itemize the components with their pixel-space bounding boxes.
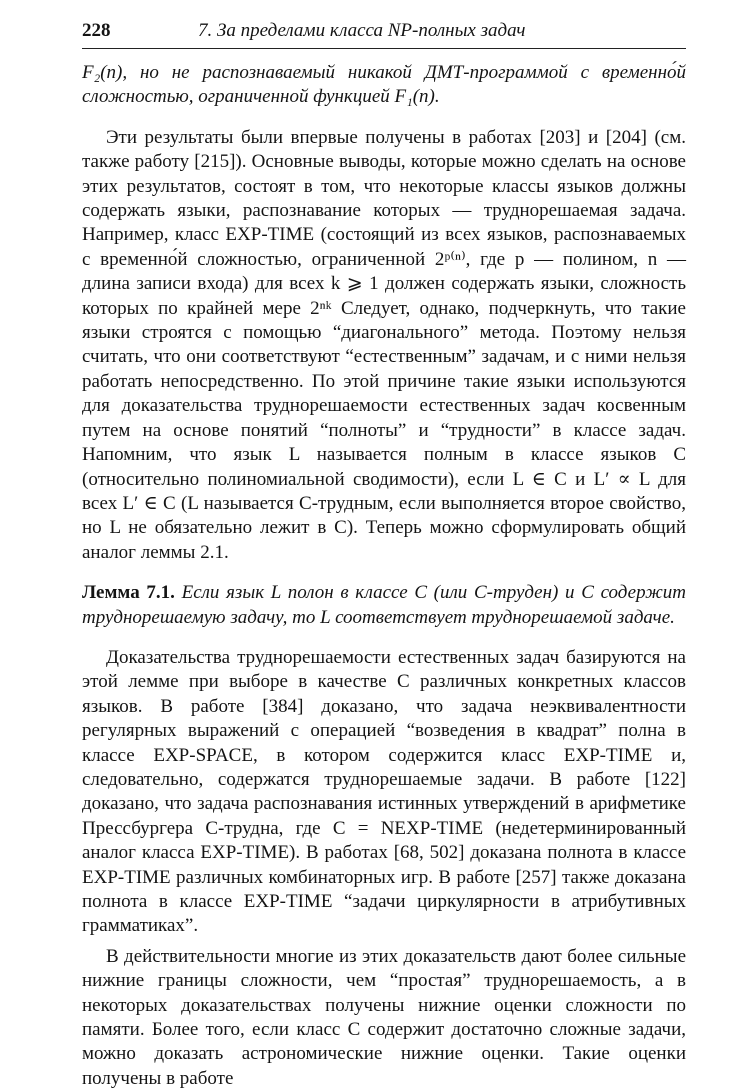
running-title: 7. За пределами класса NP-полных задач [198, 20, 526, 41]
lemma-statement [82, 581, 686, 630]
book-page [82, 20, 686, 1091]
body-paragraph: Доказательства труднорешаемости естественных задач базируются на этой лемме при выборе в качестве C различных конкретных классов языков. В работе [384] доказано, что задача неэквивалентности регулярных выражений с операцией “возведения в квадрат” полна в классе EXP-SPACE, в котором содержится класс EXP-TIME и, следовательно, содержатся труднорешаемые задачи. В работе [122] доказано, что задача распознавания истинных утверждений в арифметике Прессбургера C-трудна, где C = NEXP-TIME (недетерминированный аналог класса EXP-TIME). В работах [68, 502] доказана полнота в классе EXP-TIME различных комбинаторных игр. В работе [257] также доказана полнота в классе EXP-TIME “задачи циркулярности в атрибутивных грамматиках”. [82, 646, 686, 937]
theorem-continuation: F₂(n), но не распознаваемый никакой ДМТ-программой с временно́й сложностью, ограниченной функцией F₁(n). [82, 62, 686, 108]
body-paragraph: В действительности многие из этих доказательств дают более сильные нижние границы сложности, чем “простая” труднорешаемость, а в некоторых доказательствах получены нижние оценки сложности по памяти. Более того, если класс C содержит достаточно сложные задачи, можно доказать астрономические нижние оценки. Такие оценки получены в работе [82, 945, 686, 1089]
page-number: 228 [82, 20, 111, 41]
lemma-text: Если язык L полон в классе C (или C-труден) и C содержит труднорешаемую задачу, то L соответствует труднорешаемой задаче. [82, 582, 686, 628]
lemma-label: Лемма 7.1. [82, 582, 175, 604]
page-header [82, 20, 686, 49]
body-paragraph: Эти результаты были впервые получены в работах [203] и [204] (см. также работу [215]). Основные выводы, которые можно сделать на основе этих результатов, состоят в том, что некоторые классы языков должны содержать языки, распознавание которых — труднорешаемая задача. Например, класс EXP-TIME (состоящий из всех языков, распознаваемых с временно́й сложностью, ограниченной 2ᵖ⁽ⁿ⁾, где p — полином, n — длина записи входа) для всех k ⩾ 1 должен содержать языки, сложность которых по крайней мере 2ⁿᵏ Следует, однако, подчеркнуть, что такие языки строятся с помощью “диагонального” метода. Поэтому нельзя считать, что они соответствуют “естественным” задачам, и с ними нельзя работать непосредственно. По этой причине такие языки используются для доказательства труднорешаемости естественных задач косвенным путем на основе понятий “полноты” и “трудности” в классе задач. Напомним, что язык L называется полным в классе языков C (относительно полиномиальной сводимости), если L ∈ C и L′ ∝ L для всех L′ ∈ C (L называется C-трудным, если выполняется второе свойство, но L не обязательно лежит в C). Теперь можно сформулировать общий аналог леммы 2.1. [82, 126, 686, 563]
